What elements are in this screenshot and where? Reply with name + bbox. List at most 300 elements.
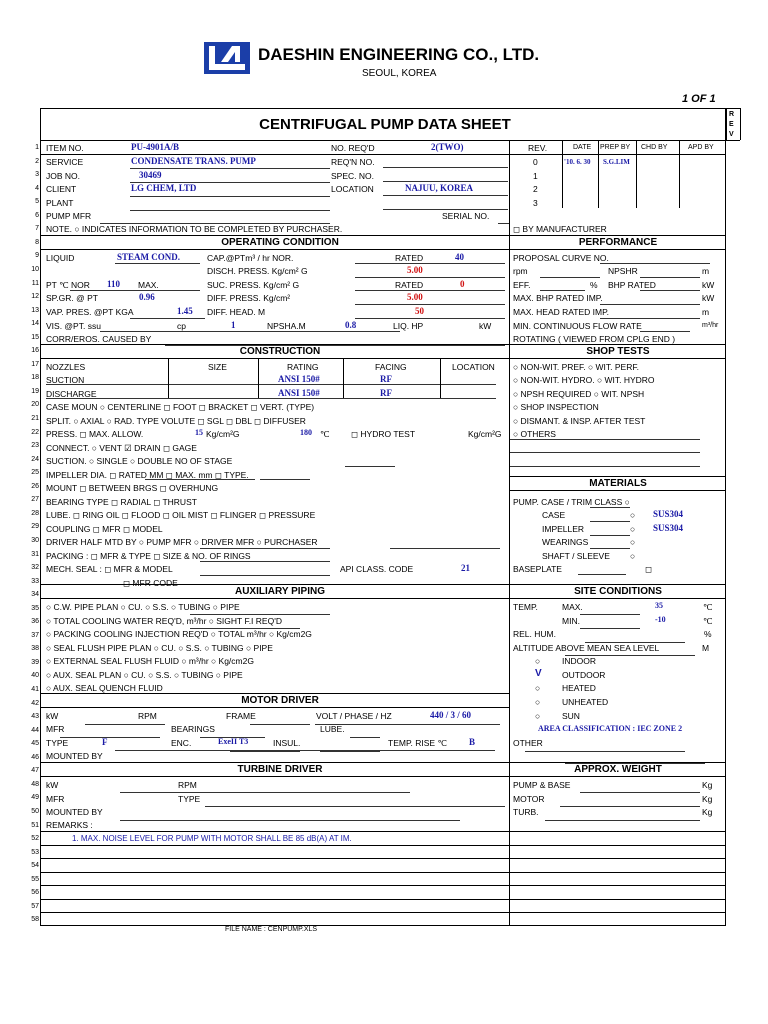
fill-line xyxy=(355,290,505,291)
fill-line xyxy=(590,507,630,508)
row-number: 22 xyxy=(31,428,39,436)
fill-line xyxy=(260,479,310,480)
fill-line xyxy=(355,277,505,278)
vap: 1.45 xyxy=(177,306,193,316)
rev-1: 1 xyxy=(533,171,538,181)
company-city: SEOUL, KOREA xyxy=(362,68,437,79)
fill-line xyxy=(525,751,685,752)
page-number: 1 OF 1 xyxy=(682,93,716,105)
weight-pump-unit: Kg xyxy=(702,780,713,790)
hydro-test-label: ◻ HYDRO TEST xyxy=(351,429,416,439)
row-number: 54 xyxy=(31,862,39,870)
turbine-mounted-label: MOUNTED BY xyxy=(46,807,103,817)
diffh-label: DIFF. HEAD. M xyxy=(207,307,266,317)
fill-line xyxy=(130,168,330,169)
max-allow-value: 15 xyxy=(195,428,203,437)
diffh-value: 50 xyxy=(415,306,424,316)
item-no-label: ITEM NO. xyxy=(46,143,84,153)
row-number: 23 xyxy=(31,442,39,450)
outdoor-label: OUTDOOR xyxy=(562,670,606,680)
row-number: 20 xyxy=(31,401,39,409)
row-number: 46 xyxy=(31,753,39,761)
fill-line xyxy=(540,277,600,278)
company-name: DAESHIN ENGINEERING CO., LTD. xyxy=(258,45,540,64)
job-no: 30469 xyxy=(139,170,162,180)
liquid-label: LIQUID xyxy=(46,253,75,263)
row-number: 53 xyxy=(31,848,39,856)
sun-circle: ○ xyxy=(535,711,541,721)
lube-row: LUBE. ◻ RING OIL ◻ FLOOD ◻ OIL MIST ◻ FLINGER ◻ PRESSURE xyxy=(46,510,316,520)
turbine-mfr-label: MFR xyxy=(46,794,65,804)
weight-motor-unit: Kg xyxy=(702,794,713,804)
rotating-label: ROTATING ( VIEWED FROM CPLG END ) xyxy=(513,334,676,344)
motor-enc: ExeII T3 xyxy=(218,737,249,746)
api-class-value: 21 xyxy=(461,563,470,573)
fill-line xyxy=(390,548,500,549)
coupling-row: COUPLING ◻ MFR ◻ MODEL xyxy=(46,524,163,534)
motor-rpm-label: RPM xyxy=(138,711,157,721)
fill-line xyxy=(350,737,380,738)
temp-max-label: MAX. xyxy=(562,602,583,612)
job-no-label: JOB NO. xyxy=(46,171,81,181)
impeller-circle: ○ xyxy=(630,524,636,534)
row-divider xyxy=(40,858,726,859)
maxbhp-label: MAX. BHP RATED IMP. xyxy=(513,293,603,303)
row-number: 38 xyxy=(31,645,39,653)
row-number: 41 xyxy=(31,686,39,693)
row-number: 6 xyxy=(35,211,39,219)
row-number: 13 xyxy=(31,306,39,314)
mfr-code-row: ◻ MFR CODE xyxy=(123,578,178,588)
item-no: PU-4901A/B xyxy=(131,142,179,152)
row-number: 56 xyxy=(31,889,39,897)
client-label: CLIENT xyxy=(46,184,77,194)
materials-title: MATERIALS xyxy=(589,478,647,489)
baseplate-box: ◻ xyxy=(645,564,653,574)
corr-label: CORR/EROS. CAUSED BY xyxy=(46,334,152,344)
motor-driver-title: MOTOR DRIVER xyxy=(241,695,319,706)
fill-line xyxy=(600,263,710,264)
max-allow-unit: Kg/cm²G xyxy=(206,429,240,439)
pt-max-label: MAX. xyxy=(138,280,159,290)
row-number: 32 xyxy=(31,564,39,572)
row-number: 16 xyxy=(31,347,39,355)
heated-circle: ○ xyxy=(535,683,541,693)
remark-1: 1. MAX. NOISE LEVEL FOR PUMP WITH MOTOR SHALL BE 85 dB(A) AT IM. xyxy=(72,834,352,843)
aux-seal-row: ○ AUX. SEAL PLAN ○ CU. ○ S.S. ○ TUBING ○ PIPE xyxy=(46,670,243,680)
max-allow-temp-unit: ℃ xyxy=(320,429,330,439)
shaft-circle: ○ xyxy=(630,551,636,561)
cp: 1 xyxy=(231,320,236,330)
press-row: PRESS. ◻ MAX. ALLOW. xyxy=(46,429,144,439)
row-number: 45 xyxy=(31,740,39,748)
minflow-unit: m³/hr xyxy=(702,322,719,329)
fill-line xyxy=(355,318,505,319)
suction-facing: RF xyxy=(380,374,392,384)
motor-vph-label: VOLT / PHASE / HZ xyxy=(316,711,392,721)
pump-case-label: PUMP. CASE / TRIM CLASS ○ xyxy=(513,497,630,507)
row-number: 50 xyxy=(31,807,39,815)
row-number: 30 xyxy=(31,536,39,544)
fill-line xyxy=(70,290,200,291)
fill-line xyxy=(383,167,508,168)
suction-rating: ANSI 150# xyxy=(278,374,320,384)
row-number: 35 xyxy=(31,604,39,612)
cw-pipe-row: ○ C.W. PIPE PLAN ○ CU. ○ S.S. ○ TUBING ○ PIPE xyxy=(46,602,240,612)
turbine-driver-title: TURBINE DRIVER xyxy=(237,764,323,775)
row-number: 27 xyxy=(31,496,39,504)
fill-line xyxy=(205,806,505,807)
motor-enc-label: ENC. xyxy=(171,738,192,748)
row-number: 9 xyxy=(35,252,39,260)
mech-seal-row: MECH. SEAL : ◻ MFR & MODEL xyxy=(46,564,173,574)
fill-line xyxy=(46,398,496,399)
rev-side-label: R E V xyxy=(729,111,735,138)
fill-line xyxy=(250,724,310,725)
aux-piping-title: AUXILIARY PIPING xyxy=(234,586,325,597)
packing-row: PACKING : ◻ MFR & TYPE ◻ SIZE & NO. OF RINGS xyxy=(46,551,251,561)
row-number: 11 xyxy=(31,279,39,287)
fill-line xyxy=(85,724,165,725)
fill-line xyxy=(200,561,330,562)
spgr: 0.96 xyxy=(139,292,155,302)
npsha: 0.8 xyxy=(345,320,357,330)
rating-header: RATING xyxy=(287,362,319,372)
curve-label: PROPOSAL CURVE NO. xyxy=(513,253,609,263)
row-divider xyxy=(40,872,726,873)
diffp-value: 5.00 xyxy=(407,292,423,302)
fill-line xyxy=(578,574,626,575)
row-number: 37 xyxy=(31,631,39,639)
pt-nor: 110 xyxy=(107,279,121,289)
impeller-label: IMPELLER xyxy=(542,524,585,534)
fill-line xyxy=(590,548,630,549)
rev-header-rev: REV. xyxy=(528,143,548,153)
row-number: 51 xyxy=(31,821,39,829)
fill-line xyxy=(510,466,700,467)
file-name: FILE NAME : CENPUMP.XLS xyxy=(225,926,318,933)
npsha-label: NPSHA.M xyxy=(267,321,306,331)
altitude-label: ALTITUDE ABOVE MEAN SEA LEVEL xyxy=(513,643,660,653)
liqhp-label: LIQ. HP xyxy=(393,321,424,331)
max-allow-temp: 180 xyxy=(300,428,312,437)
disch-label: DISCH. PRESS. Kg/cm² G xyxy=(207,266,308,276)
fill-line xyxy=(580,792,700,793)
shop-item-6: ○ OTHERS xyxy=(513,429,556,439)
fill-line xyxy=(600,318,700,319)
row-number: 7 xyxy=(35,225,39,233)
client: LG CHEM, LTD xyxy=(131,183,197,193)
fill-line xyxy=(590,521,630,522)
turbine-rpm-label: RPM xyxy=(178,780,197,790)
temp-max-unit: ℃ xyxy=(703,602,713,612)
quench-row: ○ AUX. SEAL QUENCH FLUID xyxy=(46,683,163,693)
fill-line xyxy=(120,820,460,821)
fill-line xyxy=(60,737,160,738)
row-number: 18 xyxy=(31,374,39,382)
driver-half-row: DRIVER HALF MTD BY ○ PUMP MFR ○ DRIVER MFR ○ PURCHASER xyxy=(46,537,318,547)
fill-line xyxy=(383,209,508,210)
row-number: 29 xyxy=(31,523,39,531)
rpm-label: rpm xyxy=(513,266,528,276)
fill-line xyxy=(200,575,330,576)
baseplate-label: BASEPLATE xyxy=(513,564,562,574)
wearings-circle: ○ xyxy=(630,537,636,547)
motor-kw-label: kW xyxy=(46,711,59,721)
approx-weight-title: APPROX. WEIGHT xyxy=(574,764,662,775)
service: CONDENSATE TRANS. PUMP xyxy=(131,156,256,166)
motor-insul-label: INSUL. xyxy=(273,738,301,748)
suc-rated: 0 xyxy=(460,279,465,289)
motor-lube-label: LUBE. xyxy=(320,724,345,734)
fill-line xyxy=(545,820,700,821)
fill-line xyxy=(130,196,330,197)
rev-header-prep: PREP BY xyxy=(600,144,631,151)
fill-line xyxy=(190,614,330,615)
total-cw-row: ○ TOTAL COOLING WATER REQ'D, m³/hr ○ SIGHT F.I REQ'D xyxy=(46,616,282,626)
nozzles-header: NOZZLES xyxy=(46,362,86,372)
motor-vph: 440 / 3 / 60 xyxy=(430,710,472,720)
diffp-label: DIFF. PRESS. Kg/cm² xyxy=(207,293,291,303)
temp-min: -10 xyxy=(655,615,666,624)
row-number: 52 xyxy=(31,835,39,843)
row-number: 19 xyxy=(31,387,39,395)
row-number: 17 xyxy=(31,360,39,368)
fill-line xyxy=(120,792,410,793)
maxhead-unit: m xyxy=(702,307,710,317)
fill-line xyxy=(600,304,700,305)
npshr-unit: m xyxy=(702,266,710,276)
company-logo xyxy=(204,42,250,74)
indoor-label: INDOOR xyxy=(562,656,596,666)
npshr-label: NPSHR xyxy=(608,266,638,276)
maxbhp-unit: kW xyxy=(702,293,715,303)
connect-row: CONNECT. ○ VENT ☑ DRAIN ◻ GAGE xyxy=(46,443,197,453)
row-number: 8 xyxy=(35,238,39,246)
row-number: 28 xyxy=(31,509,39,517)
fill-line xyxy=(115,750,495,751)
row-number: 34 xyxy=(31,591,39,599)
case-label: CASE xyxy=(542,510,566,520)
size-header: SIZE xyxy=(208,362,227,372)
suction-stage-row: SUCTION. ○ SINGLE ○ DOUBLE NO OF STAGE xyxy=(46,456,233,466)
sun-label: SUN xyxy=(562,711,580,721)
spec-label: SPEC. NO. xyxy=(331,171,374,181)
weight-turb-unit: Kg xyxy=(702,807,713,817)
liqhp-kw: kW xyxy=(479,321,492,331)
by-mfr-text: ◻ BY MANUFACTURER xyxy=(513,224,607,234)
area-classification: AREA CLASSIFICATION : IEC ZONE 2 xyxy=(538,724,683,733)
heated-label: HEATED xyxy=(562,683,596,693)
row-number: 55 xyxy=(31,875,39,883)
row-number: 10 xyxy=(31,265,39,273)
row-number: 33 xyxy=(31,577,39,585)
suc-label: SUC. PRESS. Kg/cm² G xyxy=(207,280,300,290)
discharge-facing: RF xyxy=(380,388,392,398)
row-number: 14 xyxy=(31,320,39,328)
weight-turb-label: TURB. xyxy=(513,807,539,817)
shop-item-1: ○ NON-WIT. PREF. ○ WIT. PERF. xyxy=(513,362,639,372)
outdoor-check: V xyxy=(535,668,542,679)
row-number: 44 xyxy=(31,726,39,734)
suc-rated-label: RATED xyxy=(395,280,424,290)
fill-line xyxy=(540,290,585,291)
rev-0-date: '10. 6. 30 xyxy=(564,158,591,166)
fill-line xyxy=(200,548,330,549)
fill-line xyxy=(580,628,640,629)
row-number: 15 xyxy=(31,333,39,341)
minflow-label: MIN. CONTINUOUS FLOW RATE xyxy=(513,321,642,331)
rev-0-prep: S.G.LIM xyxy=(603,158,630,166)
turbine-kw-label: kW xyxy=(46,780,59,790)
row-number: 2 xyxy=(35,157,39,165)
row-divider xyxy=(40,845,726,846)
api-class-label: API CLASS. CODE xyxy=(340,564,414,574)
location-label: LOCATION xyxy=(331,184,374,194)
bhp-rated-unit: kW xyxy=(702,280,715,290)
motor-temprise: B xyxy=(469,737,476,747)
fill-line xyxy=(100,331,400,332)
bhp-rated-label: BHP RATED xyxy=(608,280,656,290)
rev-2: 2 xyxy=(533,184,538,194)
reqn-label: REQ'N NO. xyxy=(331,157,375,167)
impeller-material: SUS304 xyxy=(653,523,684,533)
temp-min-label: MIN. xyxy=(562,616,580,626)
rev-header-date: DATE xyxy=(573,144,592,151)
site-conditions-title: SITE CONDITIONS xyxy=(574,586,662,597)
row-number: 58 xyxy=(31,916,39,924)
row-number: 57 xyxy=(31,902,39,910)
mount-row: MOUNT ◻ BETWEEN BRGS ◻ OVERHUNG xyxy=(46,483,219,493)
plant-label: PLANT xyxy=(46,198,74,208)
weight-pump-label: PUMP & BASE xyxy=(513,780,571,790)
vap-label: VAP. PRES. @PT KGA xyxy=(46,307,134,317)
bearing-type-row: BEARING TYPE ◻ RADIAL ◻ THRUST xyxy=(46,497,197,507)
fill-line xyxy=(560,806,700,807)
motor-mounted-label: MOUNTED BY xyxy=(46,751,103,761)
cap-label: CAP.@PTm³ / hr NOR. xyxy=(207,253,294,263)
performance-title: PERFORMANCE xyxy=(578,237,658,248)
serial-label: SERIAL NO. xyxy=(442,211,490,221)
fill-line xyxy=(640,331,690,332)
case-material: SUS304 xyxy=(653,509,684,519)
row-divider xyxy=(40,912,726,913)
row-divider xyxy=(40,831,726,832)
fill-line xyxy=(355,304,505,305)
case-mount-row: CASE MOUN ○ CENTERLINE ◻ FOOT ◻ BRACKET ◻ VERT. (TYPE) xyxy=(46,402,315,412)
unheated-circle: ○ xyxy=(535,697,541,707)
fill-line xyxy=(590,535,630,536)
fill-line xyxy=(115,263,200,264)
temp-label: TEMP. xyxy=(513,602,538,612)
row-number: 1 xyxy=(35,144,39,151)
fill-line xyxy=(640,290,700,291)
location: NAJUU, KOREA xyxy=(405,183,474,193)
service-label: SERVICE xyxy=(46,157,84,167)
spgr-label: SP.GR. @ PT xyxy=(46,293,98,303)
temp-min-unit: ℃ xyxy=(703,616,713,626)
rev-3: 3 xyxy=(533,198,538,208)
cp-label: cp xyxy=(177,321,186,331)
construction-title: CONSTRUCTION xyxy=(239,346,321,357)
operating-title: OPERATING CONDITION xyxy=(221,237,339,248)
indoor-circle: ○ xyxy=(535,656,541,666)
row-number: 39 xyxy=(31,658,39,666)
fill-line xyxy=(360,724,500,725)
row-number: 3 xyxy=(35,171,39,179)
turbine-type-label: TYPE xyxy=(178,794,201,804)
row-number: 21 xyxy=(31,415,39,422)
fill-line xyxy=(130,210,330,211)
no-reqd: 2(TWO) xyxy=(431,142,464,152)
location-header: LOCATION xyxy=(452,362,495,372)
no-reqd-label: NO. REQ'D xyxy=(331,143,375,153)
maxhead-label: MAX. HEAD RATED IMP. xyxy=(513,307,610,317)
note-text: NOTE. ○ INDICATES INFORMATION TO BE COMPLETED BY PURCHASER. xyxy=(46,224,343,234)
relhum-unit: % xyxy=(704,629,712,639)
fill-line xyxy=(46,384,496,385)
shop-item-5: ○ DISMANT. & INSP. AFTER TEST xyxy=(513,416,646,426)
split-row: SPLIT. ○ AXIAL ○ RAD. TYPE VOLUTE ◻ SGL ◻ DBL ◻ DIFFUSER xyxy=(46,416,306,426)
altitude-unit: M xyxy=(702,643,710,653)
row-number: 43 xyxy=(31,713,39,721)
relhum-label: REL. HUM. xyxy=(513,629,556,639)
shop-tests-title: SHOP TESTS xyxy=(586,346,650,357)
discharge-rating: ANSI 150# xyxy=(278,388,320,398)
row-number: 24 xyxy=(31,455,39,463)
motor-frame-label: FRAME xyxy=(226,711,256,721)
fill-line xyxy=(130,318,205,319)
weight-motor-label: MOTOR xyxy=(513,794,545,804)
impeller-dia-row: IMPELLER DIA. ◻ RATED MM ◻ MAX. mm ◻ TYPE. xyxy=(46,470,249,480)
row-number: 4 xyxy=(35,184,39,192)
cap-rated-label: RATED xyxy=(395,253,424,263)
remarks-label: REMARKS : xyxy=(46,820,93,830)
facing-header: FACING xyxy=(375,362,407,372)
sheet-title: CENTRIFUGAL PUMP DATA SHEET xyxy=(259,116,511,133)
fill-line xyxy=(383,195,508,196)
eff-pct: % xyxy=(590,280,598,290)
row-number: 42 xyxy=(31,699,39,707)
liquid: STEAM COND. xyxy=(117,252,181,262)
wearings-label: WEARINGS xyxy=(542,537,589,547)
shop-item-3: ○ NPSH REQUIRED ○ WIT. NPSH xyxy=(513,389,645,399)
motor-type-label: TYPE xyxy=(46,738,69,748)
fill-line xyxy=(383,181,508,182)
row-number: 47 xyxy=(31,767,39,775)
row-divider xyxy=(40,885,726,886)
case-circle: ○ xyxy=(630,510,636,520)
row-number: 5 xyxy=(35,198,39,206)
shaft-label: SHAFT / SLEEVE xyxy=(542,551,610,561)
shop-item-4: ○ SHOP INSPECTION xyxy=(513,402,599,412)
row-number: 49 xyxy=(31,794,39,802)
fill-line xyxy=(510,439,700,440)
fill-line xyxy=(345,466,395,467)
motor-temprise-label: TEMP. RISE ℃ xyxy=(388,738,447,748)
row-number: 48 xyxy=(31,780,39,788)
fill-line xyxy=(320,751,380,752)
fill-line xyxy=(355,263,505,264)
row-number: 40 xyxy=(31,672,39,680)
pump-mfr-label: PUMP MFR xyxy=(46,211,92,221)
fill-line xyxy=(640,277,700,278)
cap-rated: 40 xyxy=(455,252,464,262)
unheated-label: UNHEATED xyxy=(562,697,609,707)
hydro-test-unit: Kg/cm²G xyxy=(468,429,502,439)
row-divider xyxy=(40,899,726,900)
vis-label: VIS. @PT. ssu xyxy=(46,321,101,331)
